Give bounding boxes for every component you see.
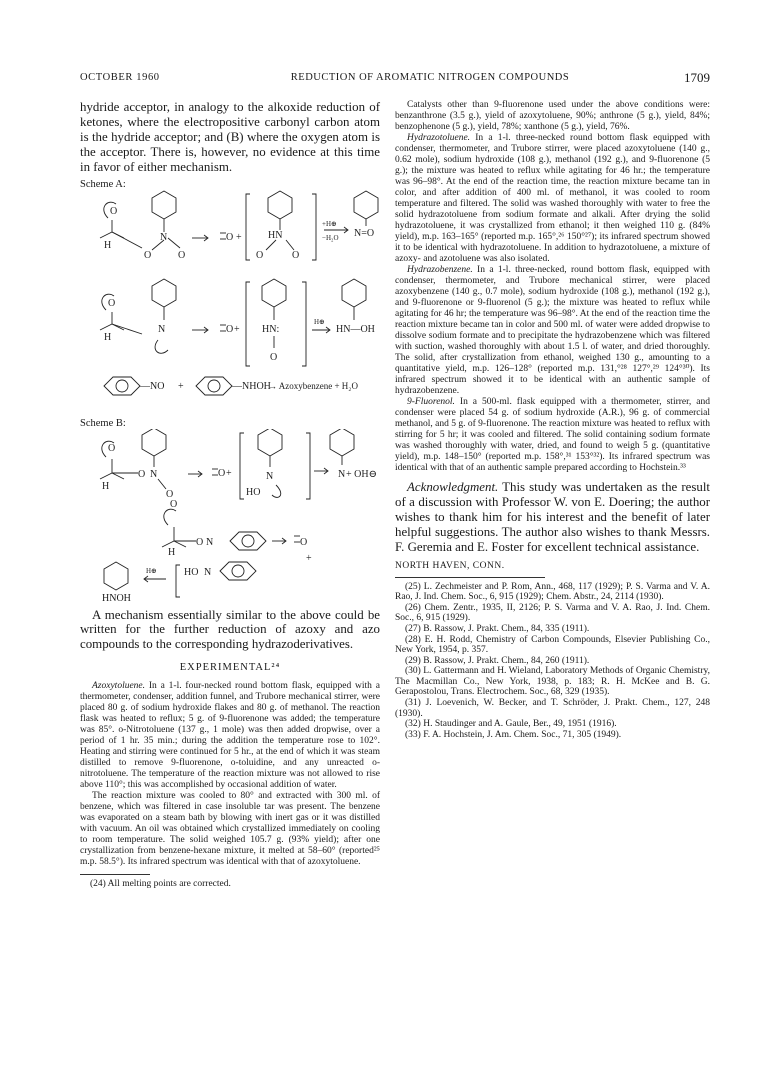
h-plus-label: +H⊕: [322, 219, 337, 228]
fluorenol-paragraph: [395, 397, 710, 474]
oxygen-label: O: [138, 468, 146, 480]
page-number: 1709: [684, 70, 710, 85]
hydroxylamine-label: HN—OH: [336, 323, 375, 335]
plus-label: +: [226, 467, 232, 479]
hydrazotoluene-text: In a 1-l. three-necked round bottom flask equipped with condenser, thermometer, and Trubore stirrer, were placed azoxytoluene (140 g., 0.62 mole), sodium hydroxide (108 g.), methanol (192 g.), and 9-fluorenone (5 g.); the mixture was heated to reflux while agitating for 46 hr.; the temperature was 96–98°. At the end of the reaction time, the reaction mixture became tan in color, and after addition of 400 ml. of methanol, it was cooled to room temperature and filtered. The solid was washed thoroughly with water to free the solid hydrazotoluene from sodium formate and alkali. After drying the solid hydrazotoluene, it was crystallized from ethanol; it then weighed 110 g. (84% yield), m.p. 163–165° (reported m.p. 165°,²⁶ 150°²⁷); its infrared spectrum showed it to be identical with hydrazotoluene. In addition to hydrazotoluene, a mixture of azoxy- and azotoluene was also isolated.: [395, 133, 710, 264]
oxygen-label: O: [108, 297, 116, 309]
nitrogen-label: N: [266, 470, 274, 482]
hydrazobenzene-text: In a 1-l. three-necked, round bottom flask, equipped with condenser, thermometer, and Trubore mechanical stirrer, were placed azoxybenzene (140 g., 0.7 mole), sodium hydroxide (108 g.), methanol (192 g.), and 9-fluorenone or 9-fluorenol (5 g.); the mixture was heated to reflux while agitating for 46 hr; the temperature was 96–98°. At the end of the reaction time the reaction mixture became tan in color and 500 ml. of water were added dropwise to dissolve sodium formate and to precipitate the hydrazobenzene which was filtered with suction, washed thoroughly with about 1.5 l. of water, and dried thoroughly. The solid, after crystallization from ethanol, weighed 130 g., amounting to a quantitative yield, m.p. 126–128° (reported m.p. 131,°²⁸ 127°,²⁹ 124°³⁰). Its infrared spectrum showed it to be identical with an authentic sample of hydrazobenzene.: [395, 265, 710, 396]
right-column: [395, 100, 710, 740]
hydrogen-label: H: [102, 480, 110, 492]
hydroxylamine-label: —NHOH: [232, 380, 271, 392]
hydrazobenzene-title: Hydrazobenzene.: [407, 265, 473, 275]
intro-paragraph: hydride acceptor, in analogy to the alkoxide reduction of ketones, where the electropositive carbonyl carbon atom is the hydride acceptor; and (B) where the oxygen atom is the acceptor. There is, however, no evidence at this time in favor of either mechanism.: [80, 100, 380, 174]
azoxytoluene-title: Azoxytoluene.: [92, 681, 146, 692]
oxygen-label: O: [256, 249, 264, 261]
h-plus-label: H⊕: [146, 566, 157, 575]
reference-26: (26) Chem. Zentr., 1935, II, 2126; P. S. Varma and V. A. Rao, J. Ind. Chem. Soc., 6, 915 (1929).: [395, 602, 710, 624]
reference-29: (29) B. Rassow, J. Prakt. Chem., 84, 260 (1911).: [405, 655, 590, 666]
hydrazotoluene-paragraph: [395, 133, 710, 265]
reference-28: (28) E. H. Rodd, Chemistry of Carbon Compounds, Elsevier Publishing Co., New York, 1954, p. 357.: [395, 634, 710, 656]
reference-31: (31) J. Loevenich, W. Becker, and T. Schröder, J. Prakt. Chem., 127, 248 (1930).: [395, 698, 710, 719]
experimental-heading: EXPERIMENTAL²⁴: [179, 662, 281, 674]
azoxytoluene-paragraph-2: The reaction mixture was cooled to 80° and extracted with 300 ml. of benzene, which was filtered in case insoluble tar was present. The benzene was evaporated on a steam bath by blowing with inert gas or it was distilled with vacuum. An oil was obtained which crystallized immediately on cooling to room temperature. The solid weighed 105.7 g. (93% yield); after one crystallization from benzene-hexane mixture, it melted at 58–60° (reported²⁵ m.p. 58.5°). Its infrared spectrum was identical with that of azoxytoluene.: [80, 791, 380, 868]
nitroso-label: —NO: [140, 380, 165, 392]
nitrogen-label: N: [150, 468, 158, 480]
footnote-24: (24) All melting points are corrected.: [90, 879, 231, 890]
azoxytoluene-paragraph: [80, 681, 380, 791]
nitrogen-label: N: [338, 468, 346, 480]
fluorenol-text: In a 500-ml. flask equipped with a thermometer, stirrer, and condenser were placed 54 g. of sodium hydroxide (A.R.), 96 g. of commercial methanol, and 5 g. of 9-fluorenone. The reaction mixture was heated to reflux with stirring for 5 hr; it was cooled and filtered. The solid containing sodium formate was washed thoroughly with water, dried, and found to weigh 5 g. (quantitative yield), m.p. 148–150° (reported m.p. 158°,³¹ 153°³²). Its infrared spectrum was identical with that of an authentic sample prepared according to Hochstein.³³: [395, 397, 710, 473]
plus-label: +: [306, 552, 312, 564]
references-divider: [395, 577, 545, 578]
plus-label: +: [236, 231, 242, 243]
acknowledgment-text: This study was undertaken as the result of a discussion with Professor W. von E. Doering; the author wishes to thank him for his interest and the benefit of later helpful suggestions. The author also wishes to thank Messrs. F. Geremia and E. Foster for excellent technical assistance.: [395, 480, 710, 554]
plus-label: +: [234, 323, 240, 335]
header-date: OCTOBER 1960: [80, 72, 160, 83]
plus-label: +: [178, 380, 184, 392]
hn-label: HN:: [262, 323, 280, 335]
hn-label: HN: [268, 229, 283, 241]
scheme-b-diagram: [80, 429, 380, 599]
hnoh-label: HNOH: [102, 592, 131, 604]
author-location: NORTH HAVEN, CONN.: [395, 560, 505, 571]
running-header: [80, 72, 710, 88]
oxygen-label: O: [300, 536, 308, 548]
oxygen-label: O: [226, 231, 234, 243]
ho-label: HO: [246, 486, 261, 498]
hydrogen-label: H: [104, 239, 112, 251]
reference-32: (32) H. Staudinger and A. Gaule, Ber., 49, 1951 (1916).: [405, 719, 617, 730]
hydrogen-label: H: [104, 331, 112, 343]
oxygen-label: O: [170, 498, 178, 510]
footnote-divider: [80, 874, 150, 875]
scheme-a-label: Scheme A:: [80, 178, 126, 190]
oxygen-label: O: [144, 249, 152, 261]
oxygen-label: O: [196, 536, 204, 548]
hydrogen-label: H: [168, 546, 176, 558]
azoxy-equation-label: → Azoxybenzene + H₂O: [268, 380, 358, 391]
oxygen-label: O: [108, 442, 116, 454]
header-title: REDUCTION OF AROMATIC NITROGEN COMPOUNDS: [290, 72, 570, 83]
mechanism-paragraph: A mechanism essentially similar to the above could be written for the further reduction of azoxy and azo compounds to the corresponding hydrazoderivatives.: [80, 607, 380, 652]
oxygen-label: O: [166, 488, 174, 500]
reference-30: (30) L. Gattermann and H. Wieland, Laboratory Methods of Organic Chemistry, The Macmillan Co., New York, 1938, p. 183; R. H. McKee and B. G. Gerapostolou, Trans. Electrochem. Soc., 68, 329 (1935).: [395, 666, 710, 698]
oxygen-label: O: [226, 323, 234, 335]
catalysts-paragraph: Catalysts other than 9-fluorenone used under the above conditions were: benzanthrone (3.5 g.), yield of azoxytoluene, 90%; anthrone (5 g.), yield, 84%; benzophenone (5 g.), yield, 78%; xanthone (5 g.), yield, 76%.: [395, 100, 710, 132]
references-list: [395, 582, 710, 741]
acknowledgment-title: Acknowledgment.: [407, 480, 499, 494]
nitrogen-label: N: [204, 566, 212, 578]
nitrogen-label: N: [160, 231, 168, 243]
nitroso-label: N=O: [354, 227, 375, 239]
scheme-a-diagram: [80, 190, 380, 440]
left-column: [80, 100, 380, 890]
water-label: −H₂O: [322, 233, 339, 242]
reference-27: (27) B. Rassow, J. Prakt. Chem., 84, 335 (1911).: [405, 623, 590, 634]
reference-25: (25) L. Zechmeister and P. Rom, Ann., 468, 117 (1929); P. S. Varma and V. A. Rao, J. Ind. Chem. Soc., 6, 915 (1929); Chem. Abstr., 24, 2114 (1930).: [395, 581, 710, 603]
h-plus-label: H⊕: [314, 317, 325, 326]
oxygen-label: O: [270, 351, 278, 363]
scheme-b-label: Scheme B:: [80, 417, 126, 429]
oxygen-label: O: [178, 249, 186, 261]
oxygen-label: O: [110, 205, 118, 217]
azoxytoluene-text: In a 1-l. four-necked round bottom flask, equipped with a thermometer, condenser, addition funnel, and Trubore mechanical stirrer, were placed 80 g. of sodium hydroxide flakes and 80 g. of methanol. The reaction flask was heated to reflux; 5 g. of 9-fluorenone was added; the temperature was 85°. o-Nitrotoluene (137 g., 1 mole) was then added dropwise, over a period of 1 hr. 35 min.; during the addition the temperature rose to 102°. Heating and stirring were continued for 5 hr., at the end of which it was steam distilled to remove 9-fluorenone, o-toluidine, and any unreacted o-nitrotoluene. The temperature of the reaction mixture was not allowed to rise above 110°; this was accomplished by occasional addition of water.: [80, 681, 380, 791]
oxygen-label: O: [218, 467, 226, 479]
reference-33: (33) F. A. Hochstein, J. Am. Chem. Soc., 71, 305 (1949).: [405, 729, 622, 740]
oxygen-label: O: [292, 249, 300, 261]
nitrogen-label: N: [206, 536, 214, 548]
fluorenol-title: 9-Fluorenol.: [407, 397, 455, 407]
hydroxide-label: + OH⊖: [346, 468, 377, 480]
hydrazobenzene-paragraph: [395, 265, 710, 397]
nitrogen-label: N: [158, 323, 166, 335]
acknowledgment-paragraph: [395, 480, 710, 555]
hydrazotoluene-title: Hydrazotoluene.: [407, 133, 471, 143]
ho-label: HO: [184, 566, 199, 578]
